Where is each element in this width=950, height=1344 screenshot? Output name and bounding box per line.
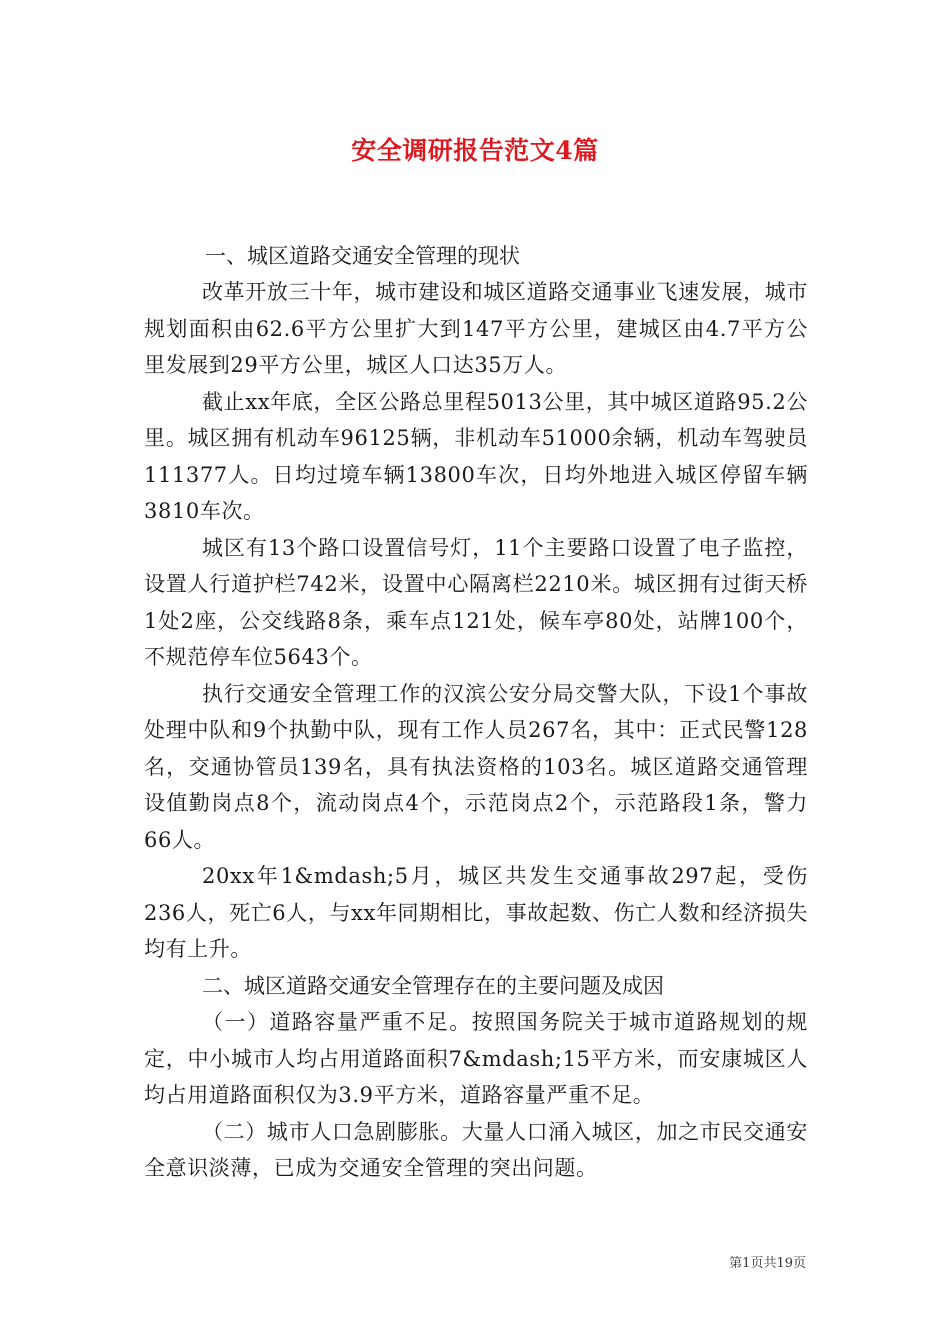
paragraph-road-stats: 截止xx年底，全区公路总里程5013公里，其中城区道路95.2公里。城区拥有机动车96125辆，非机动车51000余辆，机动车驾驶员111377人。日均过境车辆13800车次，日均外地进入城区停留车辆3810车次。	[144, 389, 808, 523]
paragraph-accidents: 20xx年1&mdash;5月，城区共发生交通事故297起，受伤236人，死亡6人，与xx年同期相比，事故起数、伤亡人数和经济损失均有上升。	[144, 864, 808, 961]
section-heading-2: 二、城区道路交通安全管理存在的主要问题及成因	[202, 973, 664, 998]
section-heading-1: 一、城区道路交通安全管理的现状	[205, 244, 520, 268]
paragraph-facilities: 城区有13个路口设置信号灯，11个主要路口设置了电子监控，设置人行道护栏742米，设置中心隔离栏2210米。城区拥有过街天桥1处2座，公交线路8条，乘车点121处，候车亭80处，站牌100个，不规范停车位5643个。	[144, 535, 808, 669]
paragraph-road-capacity: （一）道路容量严重不足。按照国务院关于城市道路规划的规定，中小城市人均占用道路面积7&mdash;15平方米，而安康城区人均占用道路面积仅为3.9平方米，道路容量严重不足。	[144, 1010, 808, 1107]
paragraph-police: 执行交通安全管理工作的汉滨公安分局交警大队，下设1个事故处理中队和9个执勤中队，现有工作人员267名，其中：正式民警128名，交通协管员139名，具有执法资格的103名。城区道路交通管理设值勤岗点8个，流动岗点4个，示范岗点2个，示范路段1条，警力66人。	[144, 681, 808, 852]
document-title: 安全调研报告范文4篇	[351, 136, 599, 165]
page-number: 第1页共19页	[729, 1256, 806, 1271]
document-body	[144, 238, 808, 1187]
paragraph-population: （二）城市人口急剧膨胀。大量人口涌入城区，加之市民交通安全意识淡薄，已成为交通安全管理的突出问题。	[144, 1119, 808, 1180]
paragraph-overview: 改革开放三十年，城市建设和城区道路交通事业飞速发展，城市规划面积由62.6平方公里扩大到147平方公里，建城区由4.7平方公里发展到29平方公里，城区人口达35万人。	[144, 280, 808, 377]
